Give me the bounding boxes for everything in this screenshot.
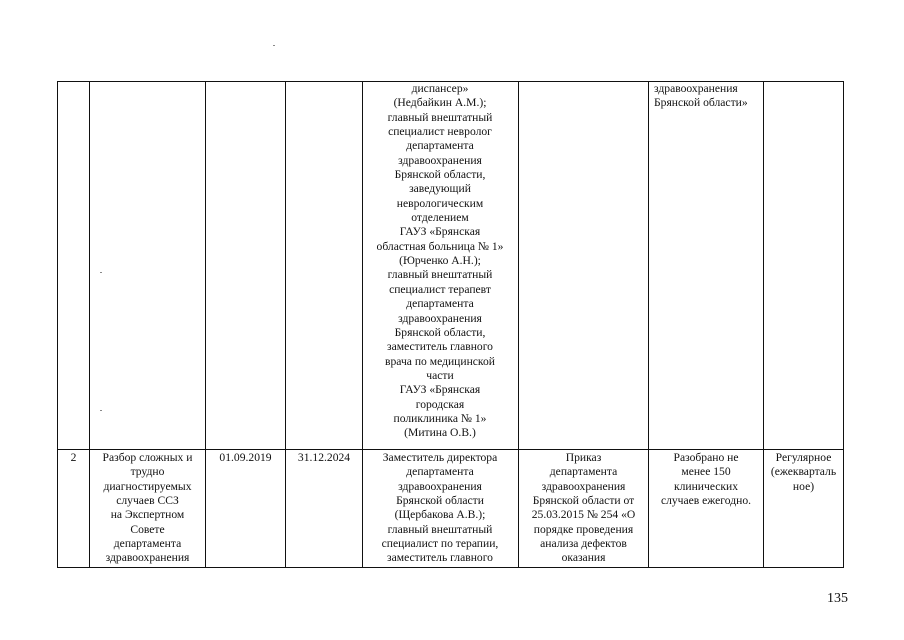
column-border-3 — [205, 81, 206, 568]
column-border-8 — [763, 81, 764, 568]
table-bottom-border — [57, 567, 844, 568]
row2-number: 2 — [70, 451, 77, 464]
column-border-4 — [285, 81, 286, 568]
row2-start-date: 01.09.2019 — [219, 451, 272, 464]
row2-document: Приказ департамента здравоохранения Брянской области от 25.03.2015 № 254 «О порядке проведения анализа дефектов оказания — [531, 451, 636, 565]
row2-result: Разобрано не менее 150 клинических случаев ежегодно. — [660, 451, 752, 508]
scan-speck — [100, 272, 102, 273]
row-divider — [57, 449, 844, 450]
scan-speck — [100, 410, 102, 411]
row1-result: здравоохранения Брянской области» — [654, 82, 748, 110]
scan-speck — [273, 45, 275, 46]
row2-responsible: Заместитель директора департамента здравоохранения Брянской области (Щербакова А.В.); главный внештатный специалист по терапии, заместитель главного — [381, 451, 499, 565]
row2-frequency: Регулярное (ежекварталь ное) — [770, 451, 837, 493]
page-number: 135 — [827, 591, 848, 606]
row2-end-date: 31.12.2024 — [297, 451, 351, 464]
column-border-9 — [843, 81, 844, 568]
column-border-1 — [57, 81, 58, 568]
row1-responsible: диспансер» (Недбайкин А.М.); главный внештатный специалист невролог департамента здравоохранения Брянской области, заведующий неврологическим отделением ГАУЗ «Брянская областная больница № 1» (Юрченко А.Н.); главный внештатный специалист терапевт департамента здравоохранения Брянской области, заместитель главного врача по медицинской части ГАУЗ «Брянская городская поликлиника № 1» (Митина О.В.) — [376, 82, 504, 440]
row2-event: Разбор сложных и трудно диагностируемых случаев ССЗ на Экспертном Совете департамента здравоохранения — [102, 451, 193, 565]
